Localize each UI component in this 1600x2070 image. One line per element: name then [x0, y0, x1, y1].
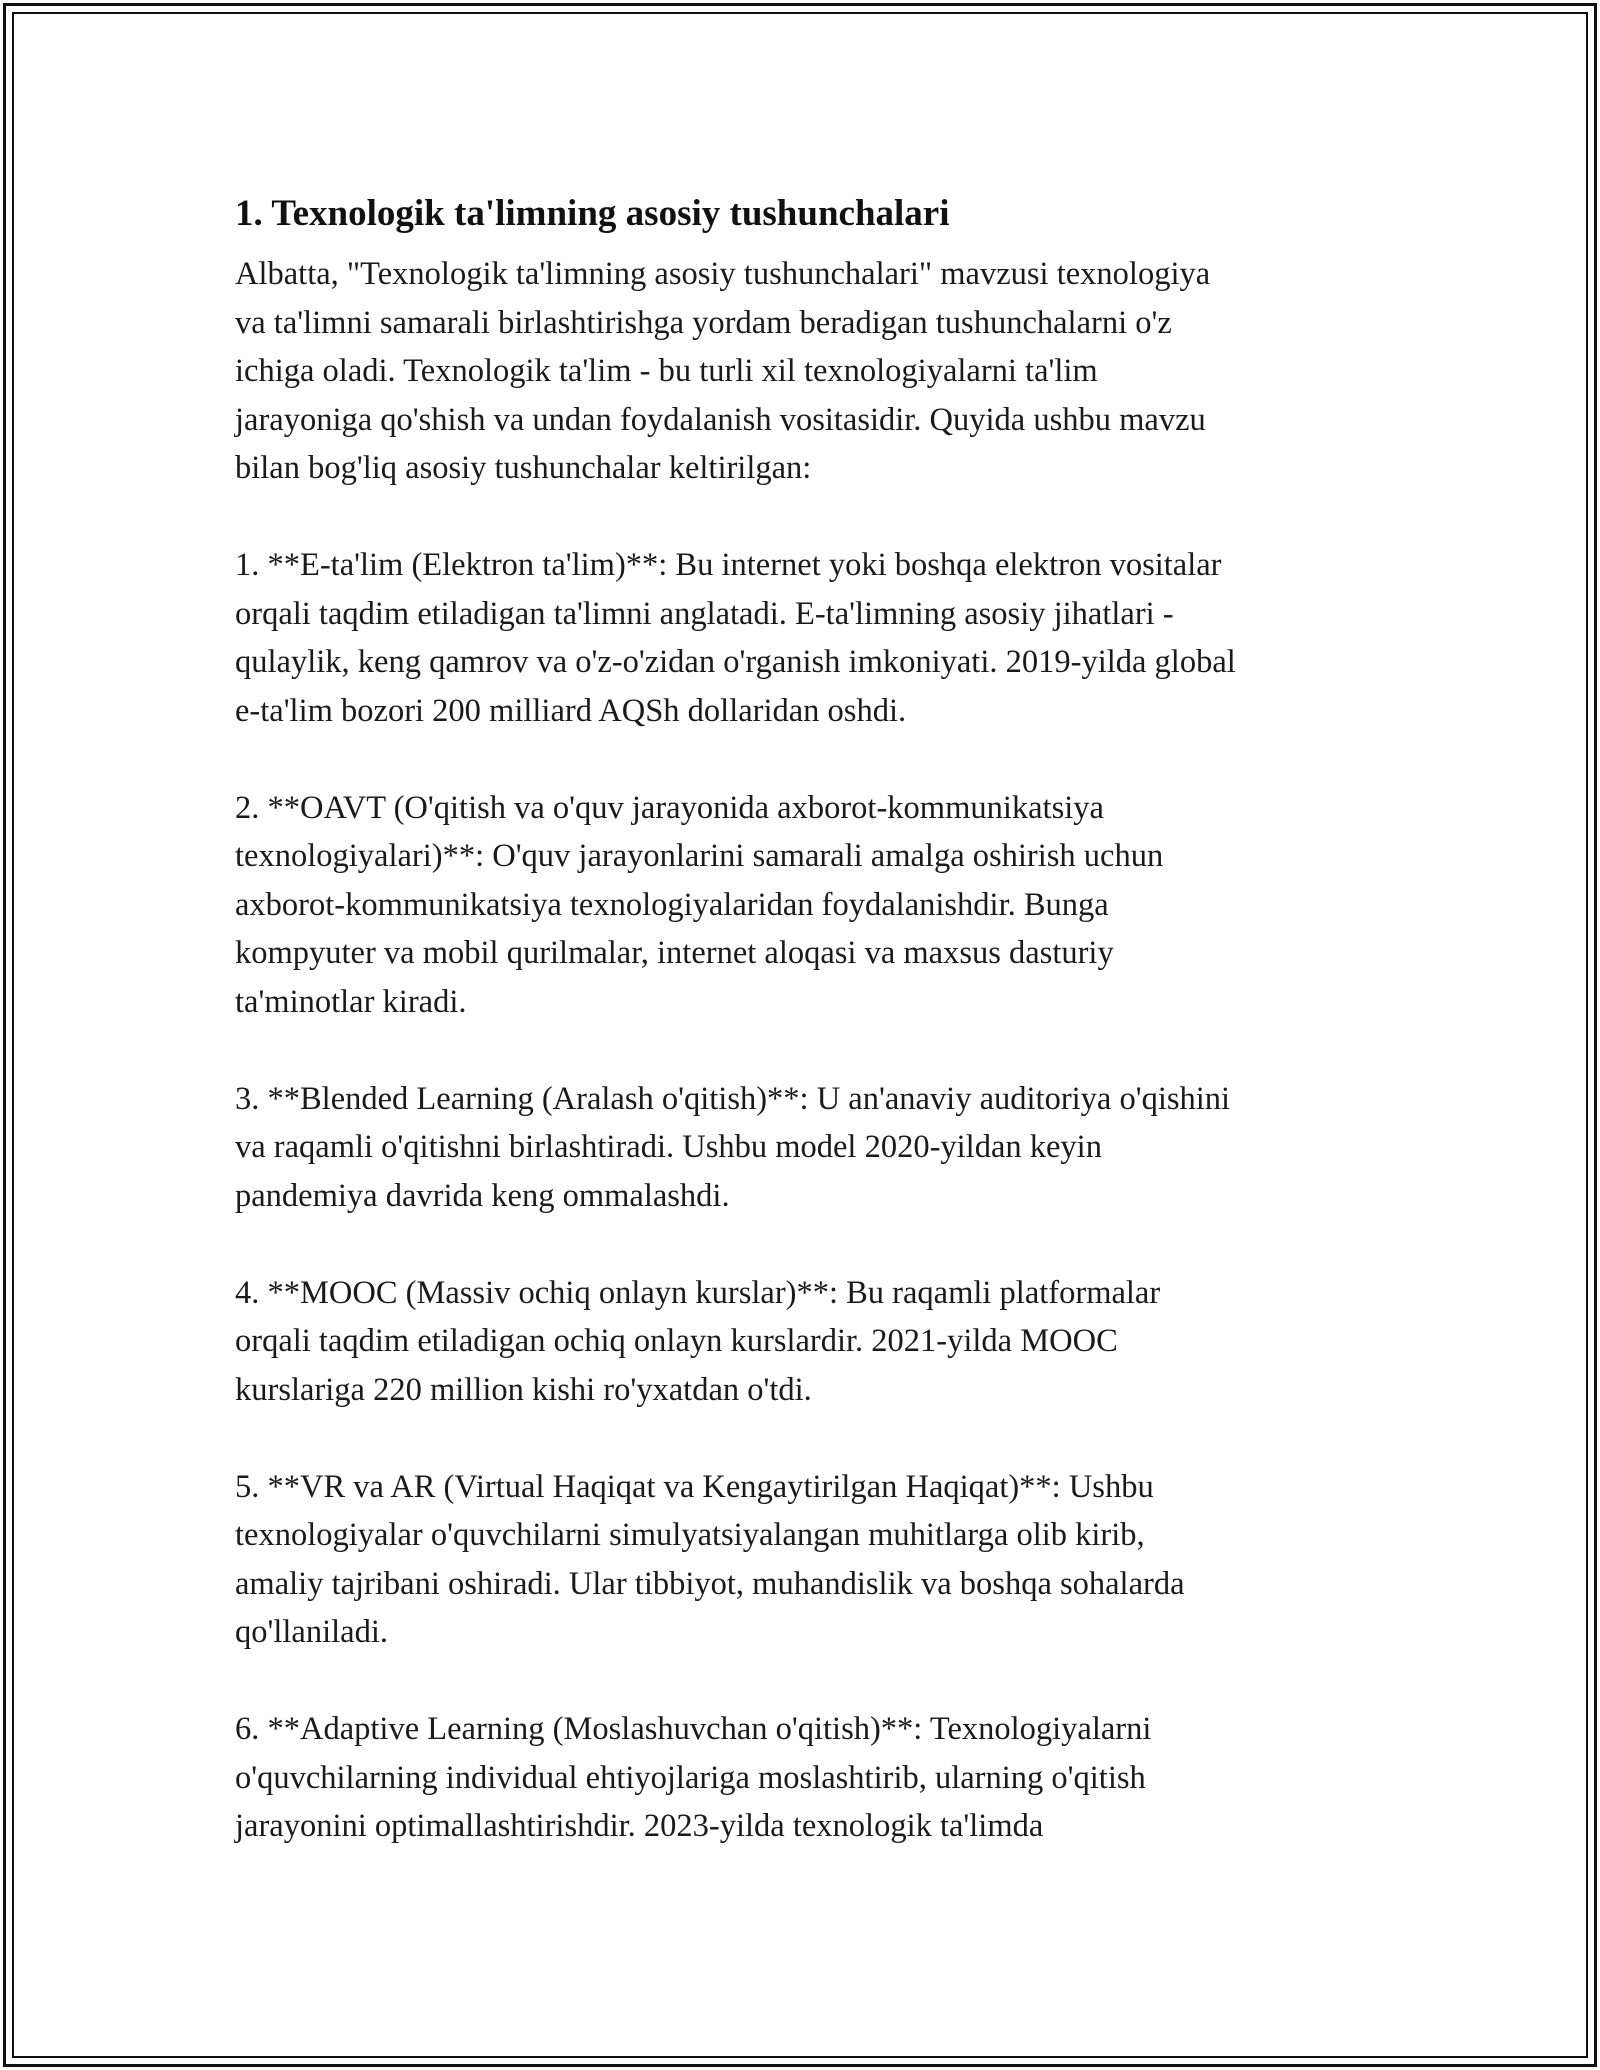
intro-paragraph: Albatta, "Texnologik ta'limning asosiy tushunchalari" mavzusi texnologiya va ta'limni samarali birlashtirishga yordam beradigan tushunchalarni o'z ichiga oladi. Texnologik ta'lim - bu turli xil texnologiyalarni ta'lim jarayoniga qo'shish va undan foydalanish vositasidir. Quyida ushbu mavzu bilan bog'liq asosiy tushunchalar keltirilgan: — [235, 256, 1211, 486]
document-body — [235, 184, 1375, 1899]
list-item-oavt: 2. **OAVT (O'qitish va o'quv jarayonida axborot-kommunikatsiya texnologiyalari)**: O'quv jarayonlarini samarali amalga oshirish uchun axborot-kommunikatsiya texnologiyalaridan foydalanishdir. Bunga kompyuter va mobil qurilmalar, internet aloqasi va maxsus dasturiy ta'minotlar kiradi. — [235, 789, 1164, 1020]
list-item-adaptive-learning: 6. **Adaptive Learning (Moslashuvchan o'qitish)**: Texnologiyalarni o'quvchilarning individual ehtiyojlariga moslashtirib, ularning o'qitish jarayonini optimallashtirishdir. 2023-yilda texnologik ta'limda — [235, 1711, 1152, 1844]
list-item-blended-learning: 3. **Blended Learning (Aralash o'qitish)**: U an'anaviy auditoriya o'qishini va raqamli o'qitishni birlashtiradi. Ushbu model 2020-yildan keyin pandemiya davrida keng ommalashdi. — [235, 1080, 1231, 1214]
list-item-mooc: 4. **MOOC (Massiv ochiq onlayn kurslar)**: Bu raqamli platformalar orqali taqdim etiladigan ochiq onlayn kurslardir. 2021-yilda MOOC kurslariga 220 million kishi ro'yxatdan o'tdi. — [235, 1274, 1161, 1408]
section-heading: 1. Texnologik ta'limning asosiy tushunchalari — [235, 193, 950, 234]
list-item-e-talim: 1. **E-ta'lim (Elektron ta'lim)**: Bu internet yoki boshqa elektron vositalar orqali taqdim etiladigan ta'limni anglatadi. E-ta'limning asosiy jihatlari - qulaylik, keng qamrov va o'z-o'zidan o'rganish imkoniyati. 2019-yilda global e-ta'lim bozori 200 milliard AQSh dollaridan oshdi. — [235, 547, 1236, 729]
list-item-vr-ar: 5. **VR va AR (Virtual Haqiqat va Kengaytirilgan Haqiqat)**: Ushbu texnologiyalar o'quvchilarni simulyatsiyalangan muhitlarga olib kirib, amaliy tajribani oshiradi. Ular tibbiyot, muhandislik va boshqa sohalarda qo'llaniladi. — [235, 1468, 1185, 1650]
